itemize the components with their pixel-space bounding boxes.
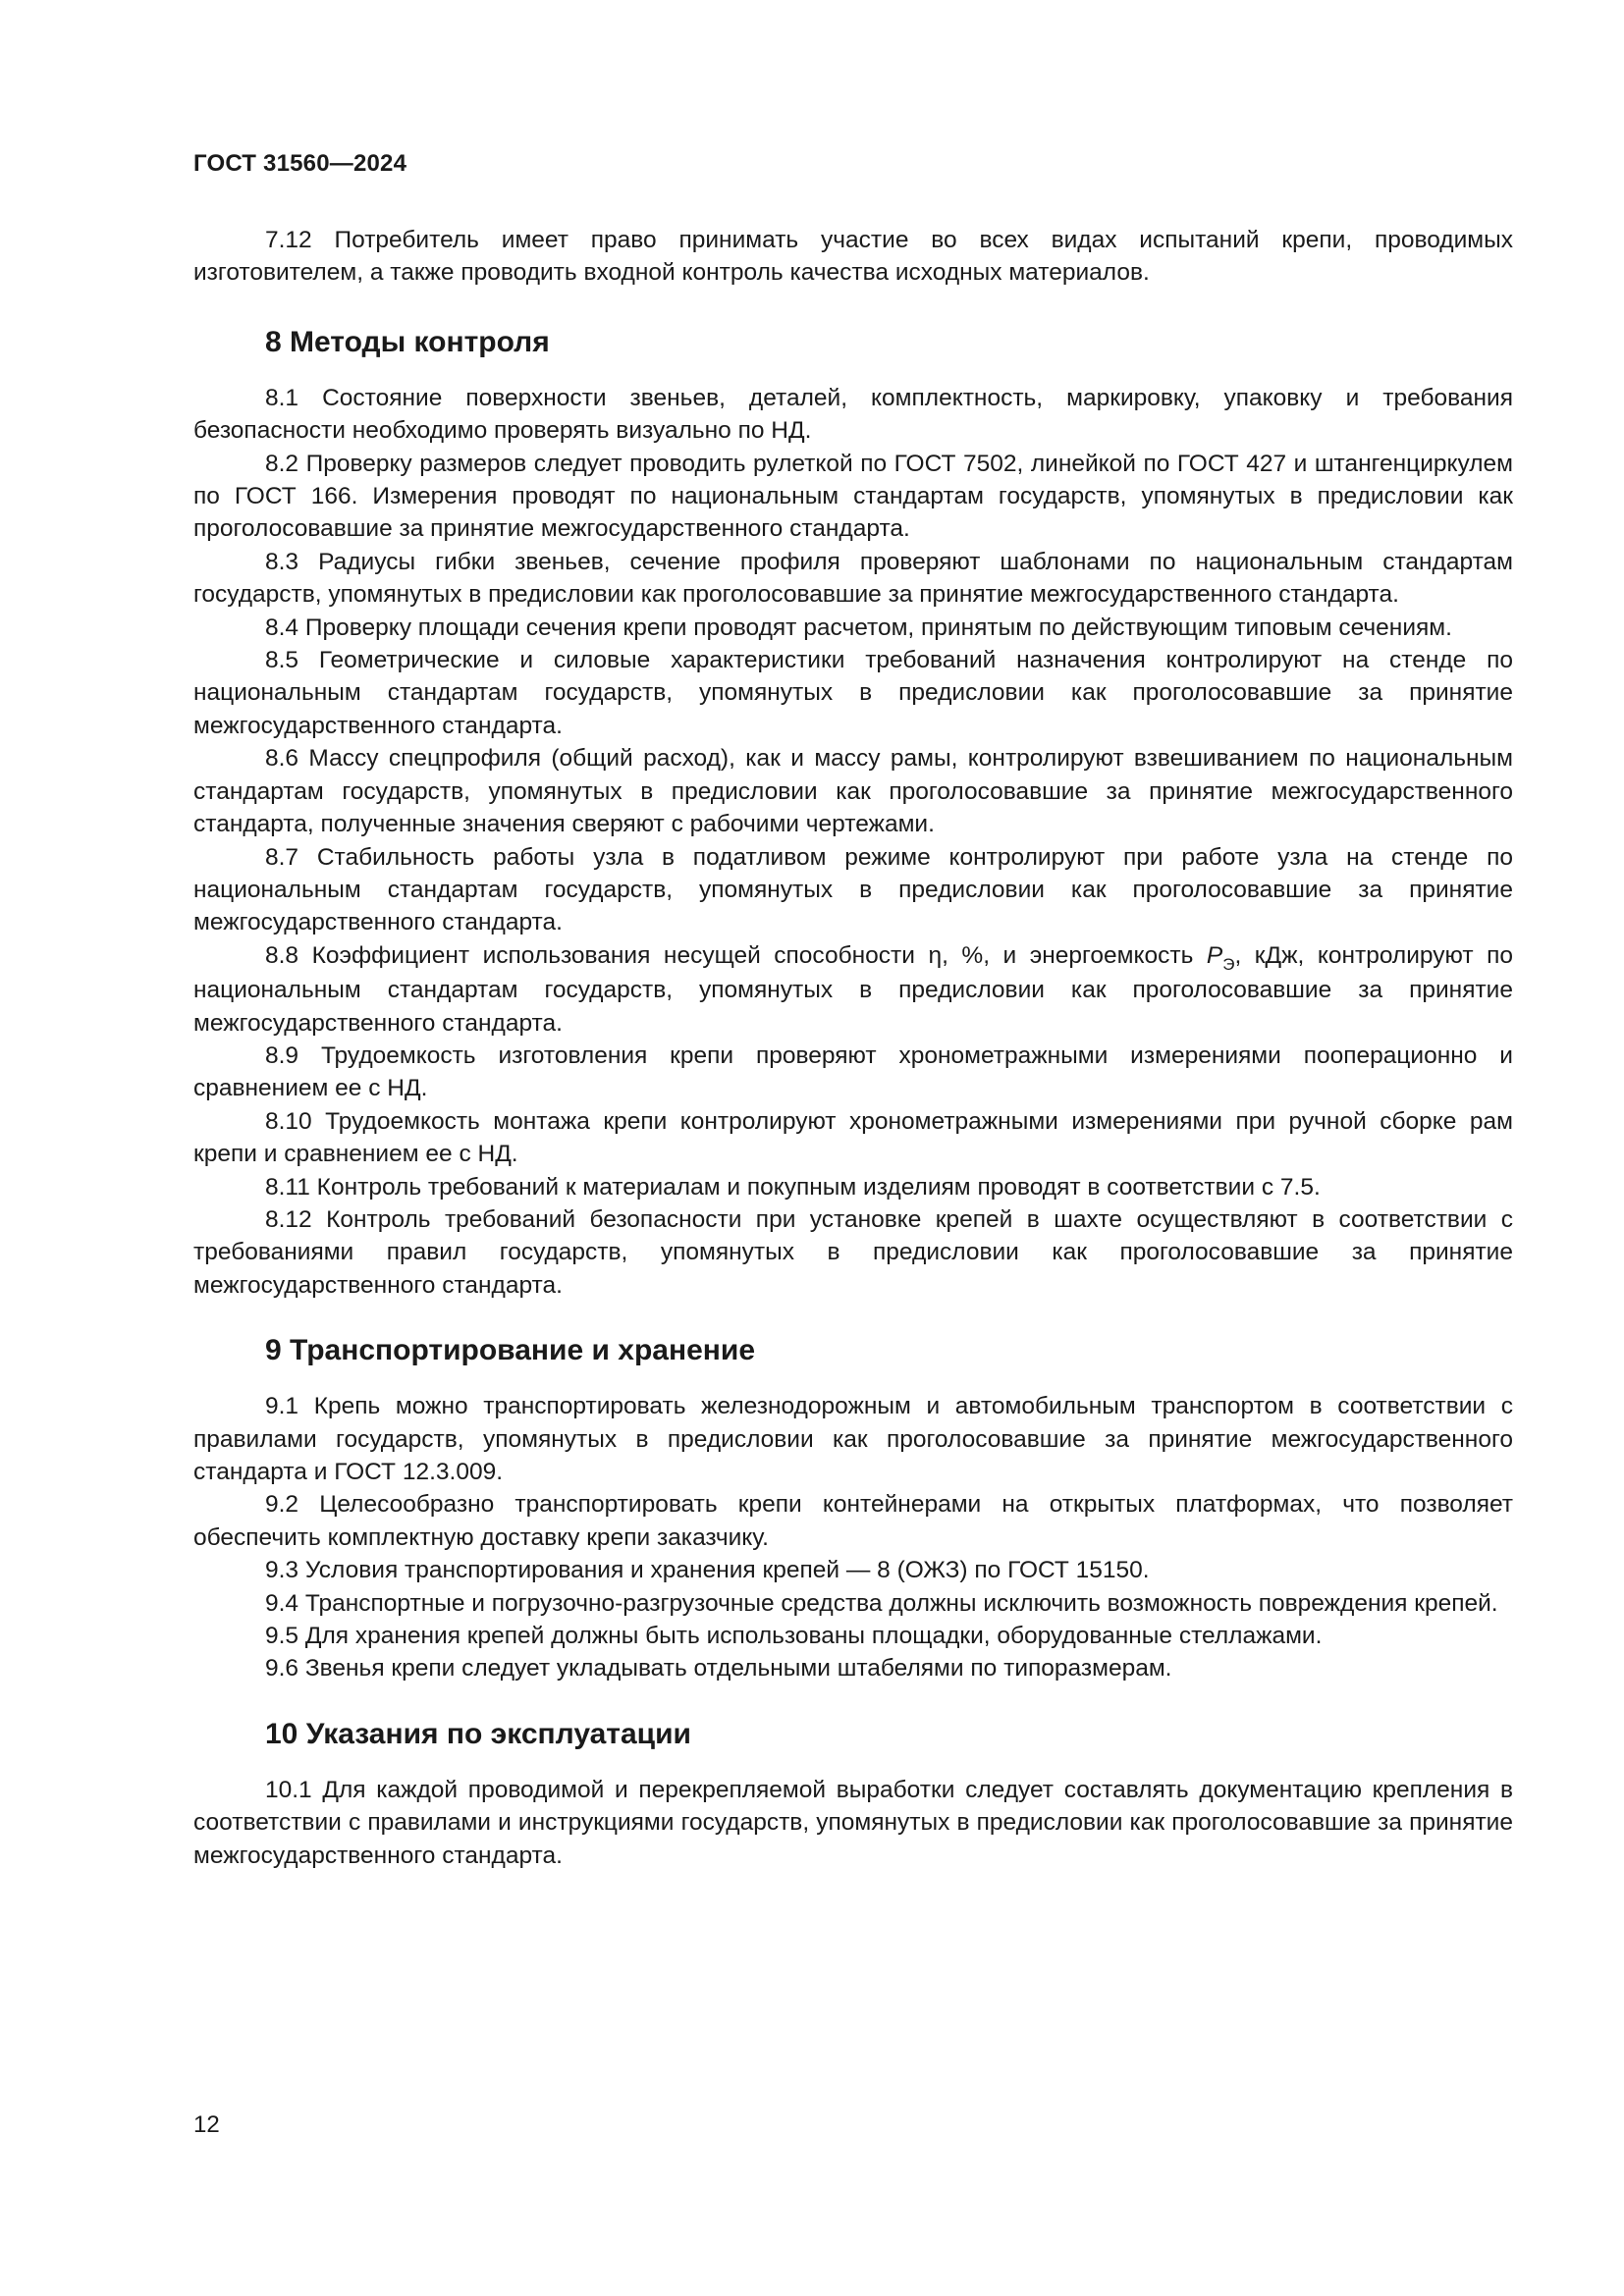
paragraph-8-12: 8.12 Контроль требований безопасности при установке крепей в шахте осуществляют в соответствии с требованиями правил государств, упомянутых в предисловии как проголосовавшие за принятие межгосударственного стандарта. (193, 1205, 1513, 1299)
paragraph-9-5: 9.5 Для хранения крепей должны быть использованы площадки, оборудованные стеллажами. (265, 1623, 1323, 1650)
energy-symbol: P (1206, 941, 1223, 969)
paragraph-8-4: 8.4 Проверку площади сечения крепи проводят расчетом, принятым по действующим типовым сечениям. (265, 614, 1452, 641)
paragraph-8-7: 8.7 Стабильность работы узла в податливом режиме контролируют при работе узла на стенде по национальным стандартам государств, упомянутых в предисловии как проголосовавшие за принятие межгосударственного стандарта. (193, 843, 1513, 936)
paragraph-10-1: 10.1 Для каждой проводимой и перекрепляемой выработки следует составлять документацию крепления в соответствии с правилами и инструкциями государств, упомянутых в предисловии как проголосовавшие за принятие межгосударственного стандарта. (193, 1776, 1513, 1869)
paragraph-8-3: 8.3 Радиусы гибки звеньев, сечение профиля проверяют шаблонами по национальным стандартам государств, упомянутых в предисловии как проголосовавшие за принятие межгосударственного стандарта. (193, 548, 1513, 609)
section-8-title: 8 Методы контроля (265, 325, 550, 358)
page-number: 12 (193, 2111, 220, 2138)
paragraph-9-4: 9.4 Транспортные и погрузочно-разгрузочные средства должны исключить возможность повреждения крепей. (265, 1589, 1498, 1617)
paragraph-9-1: 9.1 Крепь можно транспортировать железнодорожным и автомобильным транспортом в соответствии с правилами государств, упомянутых в предисловии как проголосовавшие за принятие межгосударственного стандарта и ГОСТ 12.3.009. (193, 1393, 1513, 1485)
paragraph-8-8-part-a: 8.8 Коэффициент использования несущей способности η, %, и энергоемкость (265, 941, 1207, 969)
section-10-title: 10 Указания по эксплуатации (265, 1717, 692, 1750)
paragraph-8-1: 8.1 Состояние поверхности звеньев, деталей, комплектность, маркировку, упаковку и требования безопасности необходимо проверять визуально по НД. (193, 384, 1513, 445)
energy-symbol-subscript: Э (1222, 954, 1235, 974)
document-header-code: ГОСТ 31560—2024 (193, 150, 407, 177)
paragraph-9-3: 9.3 Условия транспортирования и хранения крепей — 8 (ОЖЗ) по ГОСТ 15150. (265, 1557, 1150, 1584)
paragraph-8-9: 8.9 Трудоемкость изготовления крепи проверяют хронометражными измерениями пооперационно и сравнением ее с НД. (193, 1041, 1513, 1102)
paragraph-8-8 (193, 939, 1513, 1040)
paragraph-8-8-part-b: , кДж, контролируют по национальным стандартам государств, упомянутых в предисловии как проголосовавшие за принятие межгосударственного стандарта. (193, 941, 1513, 1037)
paragraph-9-6: 9.6 Звенья крепи следует укладывать отдельными штабелями по типоразмерам. (265, 1655, 1172, 1682)
paragraph-9-2: 9.2 Целесообразно транспортировать крепи контейнерами на открытых платформах, что позволяет обеспечить комплектную доставку крепи заказчику. (193, 1491, 1513, 1551)
paragraph-8-5: 8.5 Геометрические и силовые характеристики требований назначения контролируют на стенде по национальным стандартам государств, упомянутых в предисловии как проголосовавшие за принятие межгосударственного стандарта. (193, 647, 1513, 739)
paragraph-8-6: 8.6 Массу спецпрофиля (общий расход), как и массу рамы, контролируют взвешиванием по национальным стандартам государств, упомянутых в предисловии как проголосовавшие за принятие межгосударственного стандарта, полученные значения сверяют с рабочими чертежами. (193, 745, 1513, 838)
document-body (193, 224, 1513, 1872)
paragraph-8-11: 8.11 Контроль требований к материалам и покупным изделиям проводят в соответствии с 7.5. (265, 1173, 1321, 1201)
section-9-title: 9 Транспортирование и хранение (265, 1334, 756, 1367)
paragraph-8-2: 8.2 Проверку размеров следует проводить рулеткой по ГОСТ 7502, линейкой по ГОСТ 427 и штангенциркулем по ГОСТ 166. Измерения проводят по национальным стандартам государств, упомянутых в предисловии как проголосовавшие за принятие межгосударственного стандарта. (193, 450, 1513, 543)
paragraph-8-10: 8.10 Трудоемкость монтажа крепи контролируют хронометражными измерениями при ручной сборке рам крепи и сравнением ее с НД. (193, 1107, 1513, 1168)
paragraph-7-12: 7.12 Потребитель имеет право принимать участие во всех видах испытаний крепи, проводимых изготовителем, а также проводить входной контроль качества исходных материалов. (193, 227, 1513, 287)
